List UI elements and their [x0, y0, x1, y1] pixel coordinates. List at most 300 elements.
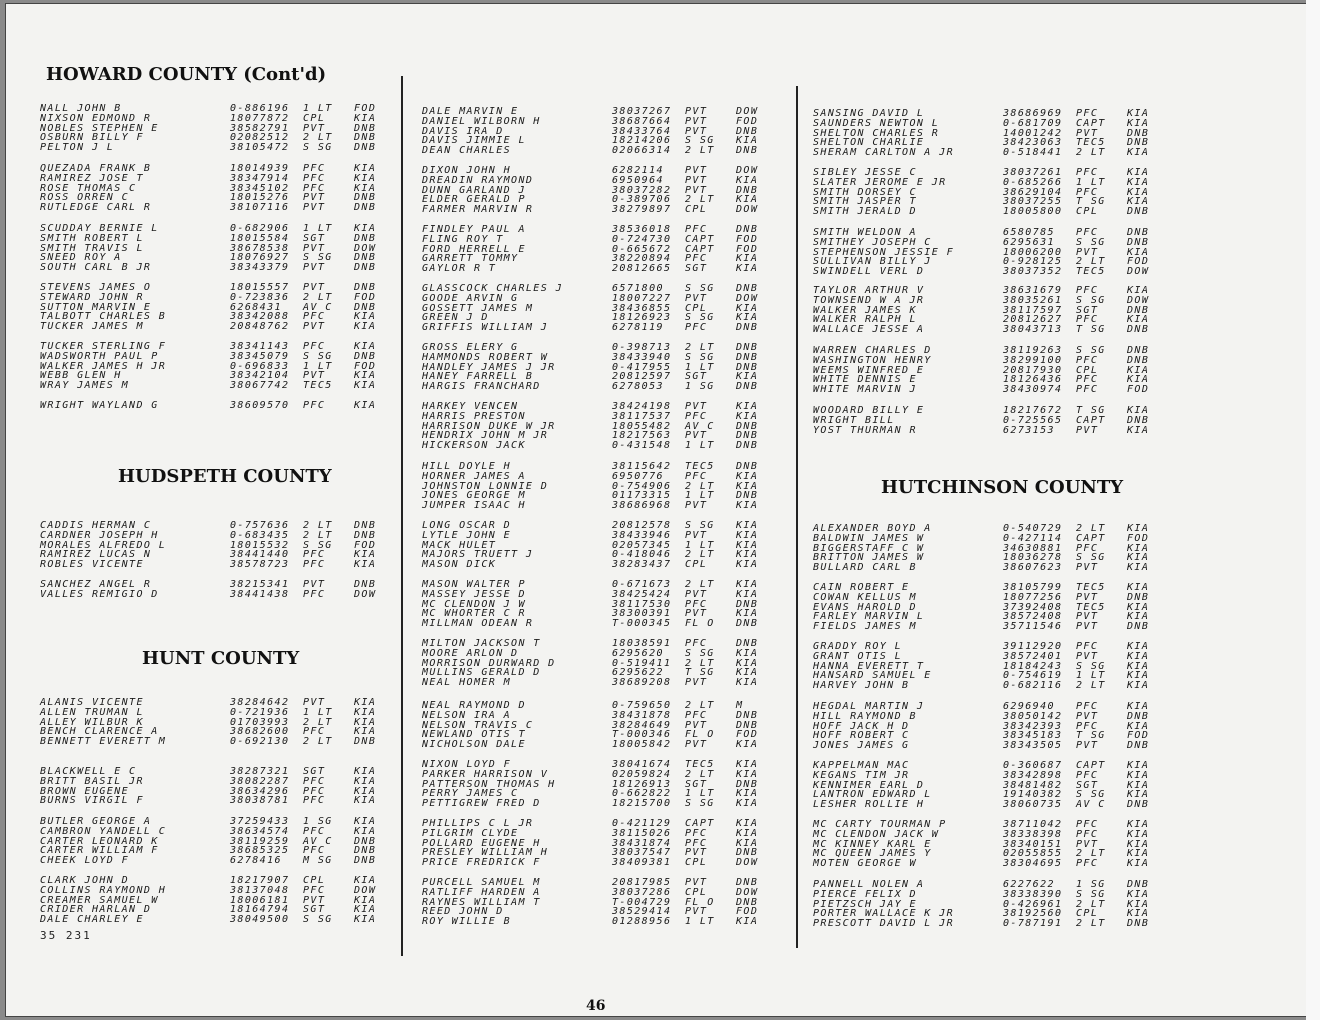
soldier-name: RUTLEDGE CARL R: [40, 202, 152, 214]
soldier-name: KEGANS TIM JR: [813, 769, 910, 781]
serial-number: 0-671673: [612, 579, 672, 590]
rank: PFC: [303, 341, 326, 352]
serial-number: 37259433: [230, 816, 290, 827]
serial-number: 0-417955: [612, 361, 672, 373]
rank: S SG: [685, 283, 715, 294]
soldier-name: VALLES REMIGIO D: [40, 588, 159, 600]
soldier-name: FARMER MARVIN R: [422, 204, 534, 216]
rank: CPL: [685, 886, 708, 898]
casualty-status: DNB: [736, 322, 759, 334]
soldier-name: BULLARD CARL B: [813, 562, 917, 574]
serial-number: 38345079: [230, 350, 290, 362]
casualty-row: [36, 263, 398, 273]
document-page: [6, 4, 1306, 1016]
casualty-status: FOD: [354, 291, 377, 303]
casualty-status: KIA: [1127, 611, 1150, 623]
soldier-name: OSBURN BILLY F: [40, 132, 144, 144]
rank: PVT: [303, 697, 326, 708]
rank: 2 LT: [1076, 256, 1106, 268]
casualty-status: FOD: [1127, 256, 1150, 268]
rank: PFC: [303, 172, 326, 184]
casualty-group: [36, 698, 398, 747]
page-edge: [1306, 0, 1320, 1020]
serial-number: 38137048: [230, 884, 290, 896]
rank: PVT: [685, 588, 708, 600]
rank: CAPT: [1076, 117, 1106, 129]
soldier-name: ROSE THOMAS C: [40, 182, 137, 194]
rank: PVT: [1076, 611, 1099, 623]
casualty-status: KIA: [1127, 285, 1150, 296]
casualty-status: DNB: [736, 342, 759, 353]
rank: 1 LT: [685, 788, 715, 800]
casualty-row: [36, 590, 398, 600]
soldier-name: MILTON JACKSON T: [422, 638, 541, 649]
casualty-status: KIA: [736, 588, 759, 600]
casualty-status: DNB: [736, 847, 759, 859]
rank: PFC: [685, 709, 708, 721]
serial-number: 18215700: [612, 798, 672, 810]
serial-number: 14001242: [1003, 127, 1063, 139]
soldier-name: GOSSETT JAMES M: [422, 302, 534, 314]
soldier-name: LESHER ROLLIE H: [813, 799, 925, 811]
soldier-name: HENDRIX JOHN M JR: [422, 430, 549, 442]
casualty-status: KIA: [1127, 117, 1150, 129]
serial-number: 38481482: [1003, 779, 1063, 791]
casualty-status: DNB: [354, 835, 377, 847]
casualty-group: [418, 580, 788, 629]
soldier-name: LANTRON EDWARD L: [813, 789, 932, 801]
serial-number: 18126913: [612, 778, 672, 790]
serial-number: 38631679: [1003, 285, 1063, 296]
soldier-name: GOODE ARVIN G: [422, 292, 519, 304]
soldier-name: NELSON TRAVIS C: [422, 719, 534, 731]
rank: 2 LT: [303, 291, 333, 303]
casualty-status: KIA: [736, 818, 759, 829]
soldier-name: HANDLEY JAMES J JR: [422, 361, 556, 373]
rank: 1 LT: [685, 539, 715, 551]
rank: PFC: [303, 163, 326, 174]
casualty-status: DNB: [354, 301, 377, 313]
casualty-status: FOD: [736, 729, 759, 741]
casualty-row: [809, 325, 1169, 335]
soldier-name: DAVIS IRA D: [422, 125, 504, 137]
serial-number: 38105472: [230, 142, 290, 154]
serial-number: 38634296: [230, 785, 290, 797]
casualty-row: [36, 796, 398, 806]
soldier-name: GRIFFIS WILLIAM J: [422, 322, 549, 334]
soldier-name: HOFF ROBERT C: [813, 730, 910, 742]
rank: CPL: [303, 875, 326, 886]
serial-number: 01703993: [230, 716, 290, 728]
rank: PVT: [303, 192, 326, 204]
casualty-row: [418, 917, 788, 927]
casualty-row: [36, 203, 398, 213]
soldier-name: SMITH JASPER T: [813, 196, 917, 208]
soldier-name: PELTON J L: [40, 142, 115, 154]
rank: CPL: [1076, 364, 1099, 376]
rank: S SG: [303, 142, 333, 154]
serial-number: 38341143: [230, 341, 290, 352]
casualty-status: KIA: [736, 559, 759, 571]
serial-number: T-004729: [612, 896, 672, 908]
soldier-name: CARTER LEONARD K: [40, 835, 159, 847]
casualty-status: KIA: [736, 549, 759, 561]
casualty-group: [418, 462, 788, 511]
serial-number: 38578723: [230, 559, 290, 571]
serial-number: 38082287: [230, 775, 290, 787]
soldier-name: QUEZADA FRANK B: [40, 163, 152, 174]
serial-number: 38284649: [612, 719, 672, 731]
casualty-status: KIA: [736, 608, 759, 620]
soldier-name: DALE MARVIN E: [422, 106, 519, 117]
soldier-name: HARVEY JOHN B: [813, 680, 910, 692]
casualty-row: [418, 740, 788, 750]
serial-number: 18126923: [612, 312, 672, 324]
rank: 2 LT: [303, 520, 333, 531]
casualty-row: [36, 560, 398, 570]
serial-number: 38345102: [230, 182, 290, 194]
soldier-name: HILL DOYLE H: [422, 461, 512, 472]
serial-number: 0-682906: [230, 223, 290, 234]
casualty-status: DOW: [736, 106, 759, 117]
soldier-name: GROSS ELERY G: [422, 342, 519, 353]
casualty-status: DNB: [736, 490, 759, 502]
serial-number: 38686968: [612, 500, 672, 512]
casualty-status: KIA: [736, 768, 759, 780]
rank: CPL: [685, 559, 708, 571]
soldier-name: ALEXANDER BOYD A: [813, 523, 932, 534]
rank: 2 LT: [1076, 898, 1106, 910]
casualty-status: DOW: [354, 242, 377, 254]
soldier-name: NIXON LOYD F: [422, 759, 512, 770]
rank: CAPT: [1076, 532, 1106, 544]
rank: SGT: [1076, 779, 1099, 791]
rank: 1 LT: [303, 360, 333, 372]
rank: CAPT: [1076, 414, 1106, 426]
soldier-name: ROBLES VICENTE: [40, 559, 144, 571]
rank: CAPT: [685, 243, 715, 255]
serial-number: 0-724730: [612, 233, 672, 245]
casualty-status: DNB: [736, 638, 759, 649]
rank: PVT: [1076, 424, 1099, 436]
rank: 2 LT: [685, 480, 715, 492]
serial-number: 20817985: [612, 877, 672, 888]
rank: PFC: [1076, 314, 1099, 326]
serial-number: 18015532: [230, 539, 290, 551]
soldier-name: NOBLES STEPHEN E: [40, 122, 159, 134]
soldier-name: MOTEN GEORGE W: [813, 858, 917, 870]
soldier-name: WEEMS WINFRED E: [813, 364, 925, 376]
serial-number: 38192560: [1003, 908, 1063, 920]
soldier-name: CARTER WILLIAM F: [40, 845, 159, 857]
casualty-status: DNB: [736, 618, 759, 630]
casualty-status: KIA: [354, 697, 377, 708]
rank: 2 LT: [303, 736, 333, 748]
casualty-status: DOW: [736, 292, 759, 304]
casualty-row: [36, 322, 398, 332]
rank: PFC: [303, 311, 326, 323]
serial-number: 38711042: [1003, 819, 1063, 830]
casualty-group: [809, 168, 1169, 217]
soldier-name: WADSWORTH PAUL P: [40, 350, 159, 362]
soldier-name: SMITH TRAVIS L: [40, 242, 144, 254]
casualty-row: [418, 678, 788, 688]
casualty-status: DNB: [354, 350, 377, 362]
rank: PVT: [1076, 621, 1099, 633]
rank: PFC: [1076, 819, 1099, 830]
serial-number: 38119259: [230, 835, 290, 847]
soldier-name: WRIGHT WAYLAND G: [40, 400, 159, 411]
serial-number: 0-721936: [230, 706, 290, 718]
casualty-group: [809, 642, 1169, 691]
casualty-status: FOD: [736, 243, 759, 255]
rank: PFC: [1076, 701, 1099, 712]
rank: PVT: [685, 174, 708, 186]
soldier-name: STEWARD JOHN R: [40, 291, 144, 303]
casualty-group: [418, 819, 788, 868]
casualty-status: KIA: [1127, 779, 1150, 791]
soldier-name: SANCHEZ ANGEL R: [40, 579, 152, 590]
casualty-status: KIA: [1127, 848, 1150, 860]
serial-number: 6571800: [612, 283, 664, 294]
serial-number: 0-683435: [230, 529, 290, 541]
casualty-status: DNB: [1127, 206, 1150, 218]
serial-number: 18076927: [230, 252, 290, 264]
casualty-status: DNB: [354, 855, 377, 867]
casualty-status: KIA: [736, 667, 759, 679]
casualty-status: DNB: [736, 461, 759, 472]
rank: PVT: [303, 321, 326, 333]
casualty-group: [36, 104, 398, 153]
rank: 2 LT: [1076, 680, 1106, 692]
rank: S SG: [685, 520, 715, 531]
rank: PFC: [1076, 828, 1099, 840]
serial-number: 38431878: [612, 709, 672, 721]
soldier-name: POLLARD EUGENE H: [422, 837, 541, 849]
soldier-name: KAPPELMAN MAC: [813, 760, 910, 771]
casualty-status: KIA: [1127, 838, 1150, 850]
soldier-name: SMITHEY JOSEPH C: [813, 236, 932, 248]
casualty-status: KIA: [1127, 147, 1150, 159]
casualty-row: [36, 915, 398, 925]
serial-number: 02055855: [1003, 848, 1063, 860]
serial-number: 6950776: [612, 470, 664, 482]
serial-number: 38117597: [1003, 304, 1063, 316]
rank: PFC: [685, 827, 708, 839]
soldier-name: HOFF JACK H D: [813, 720, 910, 732]
casualty-status: KIA: [736, 401, 759, 412]
casualty-group: [418, 521, 788, 570]
rank: S SG: [1076, 552, 1106, 564]
rank: TEC5: [685, 461, 715, 472]
rank: SGT: [303, 232, 326, 244]
casualty-group: [809, 346, 1169, 395]
casualty-status: DOW: [736, 886, 759, 898]
serial-number: T-000345: [612, 618, 672, 630]
soldier-name: WALKER RALPH L: [813, 314, 917, 326]
soldier-name: SOUTH CARL B JR: [40, 262, 152, 274]
soldier-name: JONES JAMES G: [813, 740, 910, 752]
rank: SGT: [685, 263, 708, 275]
casualty-status: KIA: [354, 341, 377, 352]
soldier-name: SMITH WELDON A: [813, 227, 917, 238]
soldier-name: WASHINGTON HENRY: [813, 354, 932, 366]
casualty-group: [809, 286, 1169, 335]
casualty-status: KIA: [1127, 582, 1150, 593]
rank: PVT: [1076, 591, 1099, 603]
soldier-name: WRAY JAMES M: [40, 380, 130, 392]
rank: 1 LT: [303, 223, 333, 234]
casualty-row: [418, 799, 788, 809]
casualty-status: DNB: [1127, 324, 1150, 336]
casualty-row: [36, 856, 398, 866]
serial-number: 0-682116: [1003, 680, 1063, 692]
casualty-status: KIA: [1127, 828, 1150, 840]
serial-number: 18055482: [612, 420, 672, 432]
soldier-name: PURCELL SAMUEL M: [422, 877, 541, 888]
rank: PFC: [303, 559, 326, 571]
serial-number: 18015276: [230, 192, 290, 204]
casualty-status: KIA: [1127, 364, 1150, 376]
soldier-name: NICHOLSON DALE: [422, 739, 526, 751]
casualty-status: DNB: [736, 430, 759, 442]
casualty-status: KIA: [1127, 186, 1150, 198]
soldier-name: SUTTON MARVIN E: [40, 301, 152, 313]
rank: PFC: [685, 837, 708, 849]
rank: PVT: [303, 122, 326, 134]
casualty-status: DNB: [354, 579, 377, 590]
casualty-group: [809, 583, 1169, 632]
soldier-name: GRANT OTIS L: [813, 650, 903, 662]
rank: 2 LT: [685, 145, 715, 157]
casualty-status: DNB: [354, 736, 377, 748]
casualty-row: [418, 264, 788, 274]
casualty-status: DNB: [736, 877, 759, 888]
casualty-group: [36, 767, 398, 806]
casualty-status: DNB: [736, 125, 759, 137]
rank: PVT: [685, 739, 708, 751]
rank: SGT: [303, 904, 326, 916]
casualty-group: [418, 701, 788, 750]
rank: PVT: [685, 500, 708, 512]
serial-number: 38582791: [230, 122, 290, 134]
serial-number: 38572408: [1003, 611, 1063, 623]
serial-number: T-000346: [612, 729, 672, 741]
soldier-name: WALKER JAMES K: [813, 304, 917, 316]
serial-number: 38340151: [1003, 838, 1063, 850]
serial-number: 0-759650: [612, 700, 672, 711]
rank: PVT: [1076, 127, 1099, 139]
serial-number: 0-662822: [612, 788, 672, 800]
soldier-name: BIGGERSTAFF C W: [813, 542, 925, 554]
serial-number: 6295622: [612, 667, 664, 679]
soldier-name: SANSING DAVID L: [813, 108, 925, 119]
serial-number: 38279897: [612, 204, 672, 216]
soldier-name: HANNA EVERETT T: [813, 660, 925, 672]
rank: PVT: [1076, 740, 1099, 752]
serial-number: 38343505: [1003, 740, 1063, 752]
rank: PVT: [1076, 838, 1099, 850]
soldier-name: HANSARD SAMUEL E: [813, 670, 932, 682]
soldier-name: CAMBRON YANDELL C: [40, 825, 167, 837]
serial-number: 38043713: [1003, 324, 1063, 336]
serial-number: 38107116: [230, 202, 290, 214]
casualty-group: [809, 109, 1169, 158]
serial-number: 38037267: [612, 106, 672, 117]
casualty-status: DNB: [736, 896, 759, 908]
casualty-status: M: [736, 700, 744, 711]
casualty-status: KIA: [736, 647, 759, 659]
rank: PVT: [685, 877, 708, 888]
rank: 1 LT: [685, 361, 715, 373]
rank: TEC5: [685, 759, 715, 770]
casualty-status: DNB: [736, 381, 759, 393]
serial-number: 38686969: [1003, 108, 1063, 119]
rank: S SG: [685, 798, 715, 810]
serial-number: 38117537: [612, 410, 672, 422]
rank: S SG: [303, 350, 333, 362]
serial-number: 01288956: [612, 916, 672, 928]
serial-number: 0-757636: [230, 520, 290, 531]
casualty-status: DNB: [736, 709, 759, 721]
casualty-status: DNB: [1127, 414, 1150, 426]
rank: PFC: [1076, 720, 1099, 732]
serial-number: 38345183: [1003, 730, 1063, 742]
casualty-group: [418, 878, 788, 927]
rank: CPL: [1076, 206, 1099, 218]
casualty-status: FOD: [1127, 532, 1150, 544]
serial-number: 0-928125: [1003, 256, 1063, 268]
casualty-group: [36, 817, 398, 866]
soldier-name: MC KINNEY KARL E: [813, 838, 932, 850]
serial-number: 38536018: [612, 224, 672, 235]
rank: PFC: [1076, 108, 1099, 119]
rank: S SG: [303, 252, 333, 264]
serial-number: 20812578: [612, 520, 672, 531]
soldier-name: JOHNSTON LONNIE D: [422, 480, 549, 492]
casualty-status: KIA: [354, 766, 377, 777]
soldier-name: BALDWIN JAMES W: [813, 532, 925, 544]
serial-number: 38284642: [230, 697, 290, 708]
serial-number: 0-398713: [612, 342, 672, 353]
casualty-status: DNB: [1127, 710, 1150, 722]
rank: 1 LT: [685, 490, 715, 502]
serial-number: 38037352: [1003, 266, 1063, 278]
casualty-group: [418, 760, 788, 809]
casualty-status: KIA: [736, 480, 759, 492]
soldier-name: HAMMONDS ROBERT W: [422, 351, 549, 363]
casualty-group: [36, 164, 398, 213]
rank: 1 SG: [303, 816, 333, 827]
soldier-name: SCUDDAY BERNIE L: [40, 223, 159, 234]
page-number: 46: [586, 998, 606, 1014]
soldier-name: CLARK JOHN D: [40, 875, 130, 886]
soldier-name: DIXON JOHN H: [422, 165, 512, 176]
rank: PFC: [303, 785, 326, 797]
serial-number: 38304695: [1003, 858, 1063, 870]
casualty-status: FOD: [354, 103, 377, 114]
serial-number: 35711546: [1003, 621, 1063, 633]
soldier-name: JUMPER ISAAC H: [422, 500, 526, 512]
rank: S SG: [685, 351, 715, 363]
soldier-name: PANNELL NOLEN A: [813, 879, 925, 890]
casualty-status: KIA: [1127, 167, 1150, 178]
serial-number: 38687664: [612, 115, 672, 127]
soldier-name: HORNER JAMES A: [422, 470, 526, 482]
rank: 2 LT: [685, 549, 715, 561]
soldier-name: JONES GEORGE M: [422, 490, 526, 502]
rank: S SG: [1076, 345, 1106, 356]
